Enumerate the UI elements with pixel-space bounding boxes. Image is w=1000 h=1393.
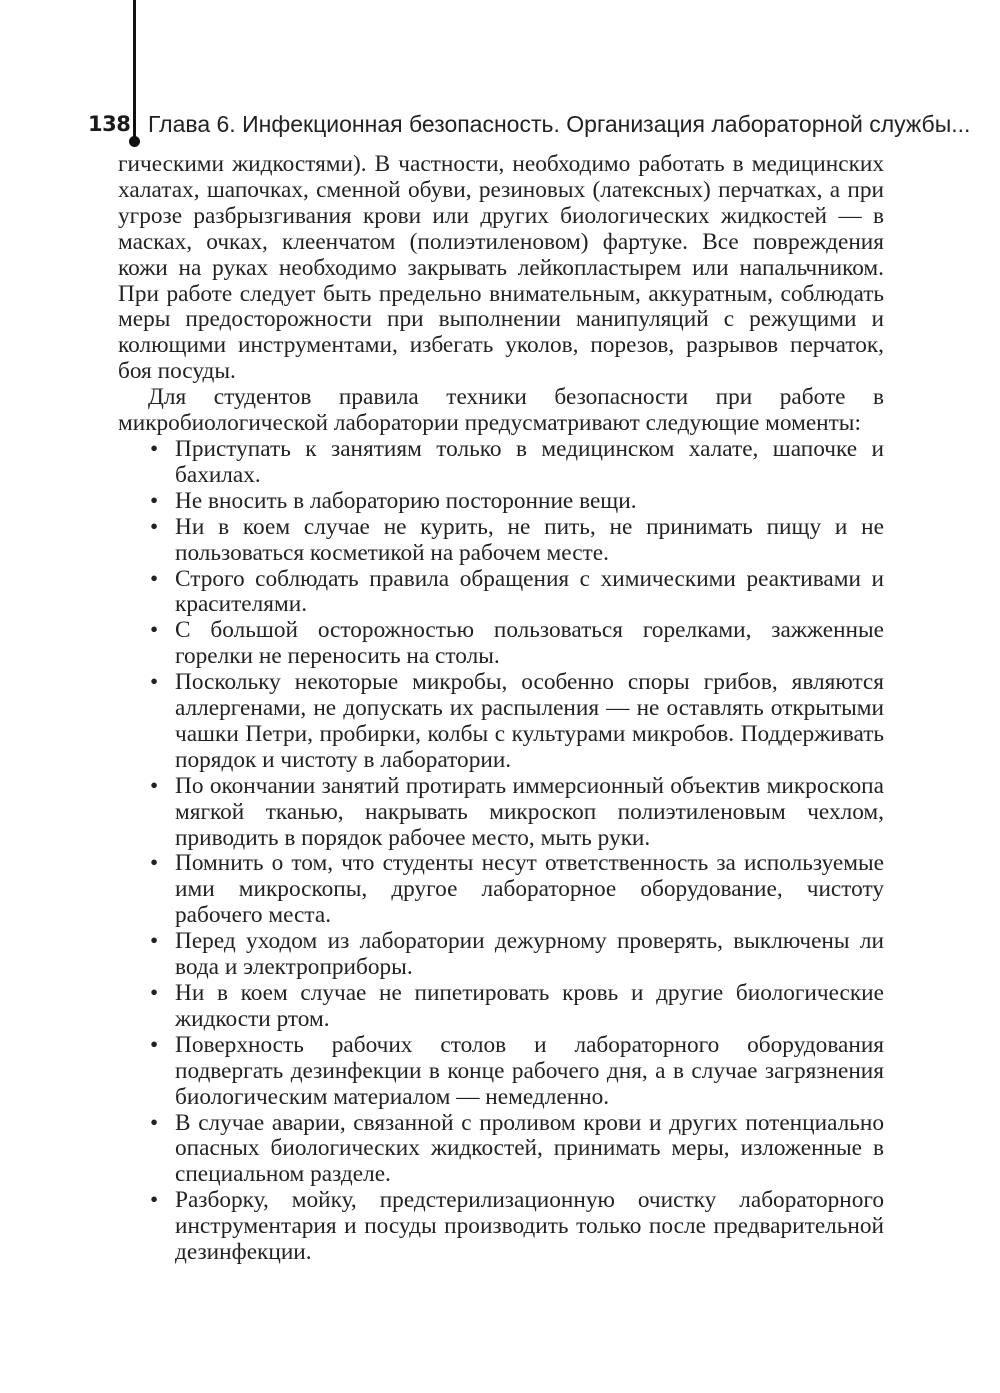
list-item-text: Ни в коем случае не пипетировать кровь и другие биологические жидкости ртом. [175, 980, 884, 1032]
list-item [118, 851, 884, 929]
list-item-text: Поверхность рабочих столов и лабораторного оборудования подвергать дезинфекции в конце рабочего дня, а в случае загрязнения биологическим материалом — немедленно. [175, 1031, 884, 1110]
list-item [118, 567, 884, 619]
list-item [118, 1111, 884, 1189]
list-item [118, 618, 884, 670]
page-number: 138 [88, 112, 131, 136]
list-item [118, 1033, 884, 1111]
list-item-text: Разборку, мойку, предстерилизационную очистку лабораторного инструментария и посуды производить только после предварительной дезинфекции. [175, 1187, 884, 1266]
list-item-text: Перед уходом из лаборатории дежурному проверять, выключены ли вода и электроприборы. [175, 928, 884, 981]
continuation-paragraph: гическими жидкостями). В частности, необходимо работать в медицинских халатах, шапочках, сменной обуви, резиновых (латексных) перчатках, а при угрозе разбрызгивания крови или других биологических жидкостей — в масках, очках, клеенчатом (полиэтиленовом) фартуке. Все повреждения кожи на руках необходимо закрывать лейкопластырем или напальчником. При работе следует быть предельно внимательным, аккуратным, соблюдать меры предосторожности при выполнении манипуляций с режущими и колющими инструментами, избегать уколов, порезов, разрывов перчаток, боя посуды. [118, 151, 884, 385]
bullet-icon: • [150, 617, 159, 644]
list-item-text: С большой осторожностью пользоваться горелками, зажженные горелки не переносить на столы. [175, 617, 884, 670]
list-item [118, 515, 884, 567]
page-header [0, 106, 1000, 146]
list-item [118, 929, 884, 981]
intro-paragraph: Для студентов правила техники безопасности при работе в микробиологической лаборатории предусматривают следующие моменты: [118, 384, 884, 437]
bullet-icon: • [150, 487, 159, 514]
list-item-text: В случае аварии, связанной с проливом крови и других потенциально опасных биологических жидкостей, принимать меры, изложенные в специальном разделе. [175, 1109, 884, 1188]
bullet-icon: • [150, 435, 159, 462]
list-item-text: Строго соблюдать правила обращения с химическими реактивами и красителями. [175, 565, 884, 618]
list-item-text: По окончании занятий протирать иммерсионный объектив микроскопа мягкой тканью, накрывать микроскоп полиэтиленовым чехлом, приводить в порядок рабочее место, мыть руки. [175, 772, 884, 851]
bullet-icon: • [150, 565, 159, 592]
bullet-icon: • [150, 669, 159, 696]
list-item-text: Ни в коем случае не курить, не пить, не принимать пищу и не пользоваться косметикой на рабочем месте. [175, 513, 884, 566]
list-item-text: Не вносить в лабораторию посторонние вещи. [175, 487, 637, 514]
list-item [118, 437, 884, 489]
bullet-icon: • [150, 1109, 159, 1136]
bullet-icon: • [150, 513, 159, 540]
bullet-icon: • [150, 928, 159, 955]
bullet-icon: • [150, 850, 159, 877]
running-title: Глава 6. Инфекционная безопасность. Организация лабораторной службы... [148, 111, 971, 137]
bullet-icon: • [150, 1187, 159, 1214]
list-item [118, 981, 884, 1033]
list-item [118, 489, 884, 515]
bullet-icon: • [150, 1031, 159, 1058]
page-body [118, 152, 884, 1266]
list-item-text: Приступать к занятиям только в медицинском халате, шапочке и бахилах. [175, 435, 884, 488]
bullet-icon: • [150, 772, 159, 799]
list-item [118, 670, 884, 774]
safety-rules-list [118, 437, 884, 1266]
bullet-icon: • [150, 980, 159, 1006]
list-item [118, 1188, 884, 1266]
list-item-text: Поскольку некоторые микробы, особенно споры грибов, являются аллергенами, не допускать их распыления — не оставлять открытыми чашки Петри, пробирки, колбы с культурами микробов. Поддерживать порядок и чистоту в лаборатории. [175, 669, 884, 773]
list-item-text: Помнить о том, что студенты несут ответственность за используемые ими микроскопы, другое лабораторное оборудование, чистоту рабочего места. [175, 850, 884, 929]
list-item [118, 774, 884, 852]
